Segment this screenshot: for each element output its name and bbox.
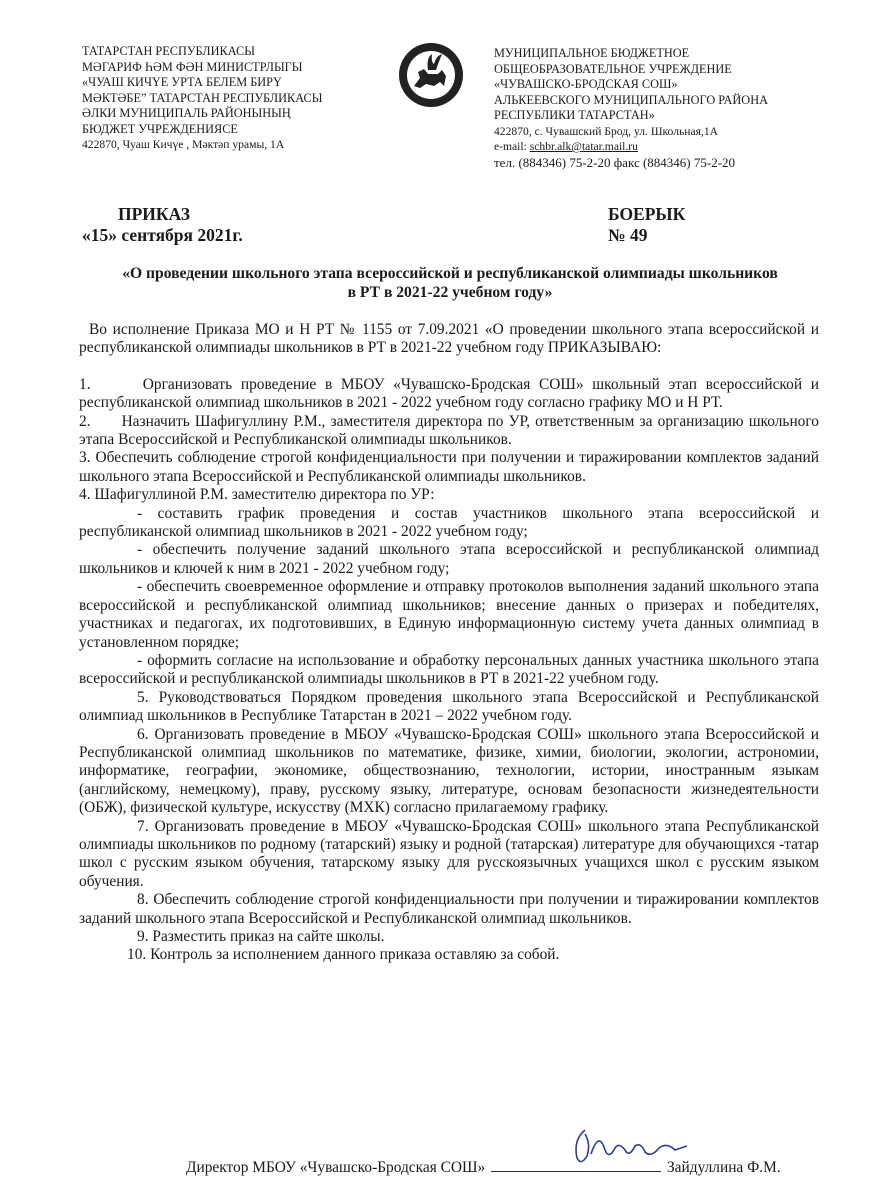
header-line: ТАТАРСТАН РЕСПУБЛИКАСЫ — [82, 44, 255, 58]
subject-line: «О проведении школьного этапа всероссийской и республиканской олимпиады школьников — [122, 265, 778, 282]
header-line: «ЧУВАШСКО-БРОДСКАЯ СОШ» — [494, 77, 678, 91]
order-item: 4. Шафигуллиной Р.М. заместителю директора по УР: — [79, 486, 435, 504]
order-item: 5. Руководствоваться Порядком проведения школьного этапа Всероссийской и Республиканской олимпиад школьников в Республике Татарстан в 2021 – 2022 учебном году. — [79, 688, 819, 725]
signatory-position: Директор МБОУ «Чувашско-Бродская СОШ» — [186, 1159, 486, 1176]
order-item: 6. Организовать проведение в МБОУ «Чувашско-Бродская СОШ» школьного этапа Всероссийской и Республиканской олимпиад школьников по математике, физике, химии, биологии, экологии, астрономии, информатике, географии, экономике, обществознанию, технологии, истории, иностранным языкам (английскому, немецкому), праву, русскому языку, литературе, основам безопасности жизнедеятельности (ОБЖ), физической культуре, искусству (МХК) согласно прилагаемому графику. — [79, 725, 819, 817]
order-item: 9. Разместить приказ на сайте школы. — [137, 928, 385, 945]
header-line: МӘГАРИФ ҺӘМ ФӘН МИНИСТРЛЫГЫ — [82, 59, 303, 74]
order-subitem: - обеспечить получение заданий школьного этапа всероссийской и республиканской олимпиад школьников и ключей к ним в 2021 - 2022 учебном году; — [79, 541, 819, 577]
signature-line — [491, 1157, 661, 1172]
header-line: РЕСПУБЛИКИ ТАТАРСТАН» — [494, 108, 655, 122]
order-body — [79, 321, 819, 965]
order-label-tt: БОЕРЫК — [608, 204, 686, 224]
order-date: «15» сентября 2021г. — [82, 225, 243, 245]
order-item: 8. Обеспечить соблюдение строгой конфиденциальности при получении и тиражировании комплектов заданий школьного этапа Всероссийской и Республиканской олимпиад школьников. — [79, 891, 819, 927]
intro-paragraph: Во исполнение Приказа МО и Н РТ № 1155 от 7.09.2021 «О проведении школьного этапа всероссийской и республиканской олимпиады школьников в РТ в 2021-22 учебном году ПРИКАЗЫВАЮ: — [79, 321, 819, 357]
header-line: АЛЬКЕЕВСКОГО МУНИЦИПАЛЬНОГО РАЙОНА — [494, 92, 768, 107]
header-left-tatar — [82, 44, 322, 153]
signatory-name: Зайдуллина Ф.М. — [666, 1159, 781, 1176]
order-item: 1. Организовать проведение в МБОУ «Чувашско-Бродская СОШ» школьный этап всероссийской и республиканской олимпиад школьников в 2021 - 2022 учебном году согласно графику МО и Н РТ. — [79, 375, 819, 412]
order-title-left — [82, 204, 243, 246]
order-title-right — [608, 204, 685, 246]
header-line: «ЧУАШ КИЧҮЕ УРТА БЕЛЕМ БИРҮ — [82, 75, 282, 89]
email-label: e-mail: — [494, 140, 530, 153]
header-line: МУНИЦИПАЛЬНОЕ БЮДЖЕТНОЕ — [494, 46, 690, 60]
header-address: 422870, с. Чувашский Брод, ул. Школьная,1А — [494, 124, 719, 138]
phone-fax: тел. (884346) 75-2-20 факс (884346) 75-2-20 — [494, 154, 736, 170]
order-item: 10. Контроль за исполнением данного приказа оставляю за собой. — [127, 946, 560, 964]
order-label-ru: ПРИКАЗ — [118, 204, 191, 224]
header-line: ӘЛКИ МУНИЦИПАЛЬ РАЙОНЫНЫҢ — [82, 106, 291, 120]
email-link[interactable]: schbr.alk@tatar.mail.ru — [529, 140, 638, 153]
order-item: 2. Назначить Шафигуллину Р.М., заместителя директора по УР, ответственным за организацию школьного этапа Всероссийской и Республиканской олимпиады школьников. — [79, 412, 819, 449]
subject-line: в РТ в 2021-22 учебном году» — [347, 284, 553, 301]
order-subitem: - оформить согласие на использование и обработку персональных данных участника школьного этапа всероссийской и республиканской олимпиады школьников в РТ в 2021-22 учебном году. — [79, 651, 819, 688]
header-right-russian — [494, 46, 768, 170]
order-number: № 49 — [608, 225, 648, 245]
header-line: ОБЩЕОБРАЗОВАТЕЛЬНОЕ УЧРЕЖДЕНИЕ — [494, 61, 732, 76]
signature-block — [186, 1157, 826, 1177]
header-line: БЮДЖЕТ УЧРЕЖДЕНИЯСЕ — [82, 121, 238, 136]
order-subject — [78, 264, 822, 302]
header-address: 422870, Чуаш Кичүе , Мәктәп урамы, 1А — [82, 138, 285, 151]
order-item: 7. Организовать проведение в МБОУ «Чувашско-Бродская СОШ» школьного этапа Республиканской олимпиады школьников по родному (татарский) языку и родной (татарская) литературе для обучающихся -татар школ с русским языком обучения, татарскому языку для русскоязычных учащихся школ с русским языком обучения. — [79, 817, 819, 890]
order-item: 3. Обеспечить соблюдение строгой конфиденциальности при получении и тиражировании комплектов заданий школьного этапа Всероссийской и Республиканской олимпиады школьников. — [79, 449, 819, 485]
order-subitem: - обеспечить своевременное оформление и отправку протоколов выполнения заданий школьного этапа всероссийской и республиканской олимпиад школьников; внесение данных о призерах и победителях, участниках и педагогах, их подготовивших, в Единую информационную систему учета данных олимпиад в установленном порядке; — [79, 578, 819, 651]
order-subitem: - составить график проведения и состав участников школьного этапа всероссийской и республиканской олимпиад школьников в 2021 - 2022 учебном году; — [79, 504, 819, 541]
header-line: МӘКТӘБЕ” ТАТАРСТАН РЕСПУБЛИКАСЫ — [82, 90, 323, 105]
tatarstan-emblem-icon — [398, 42, 464, 108]
